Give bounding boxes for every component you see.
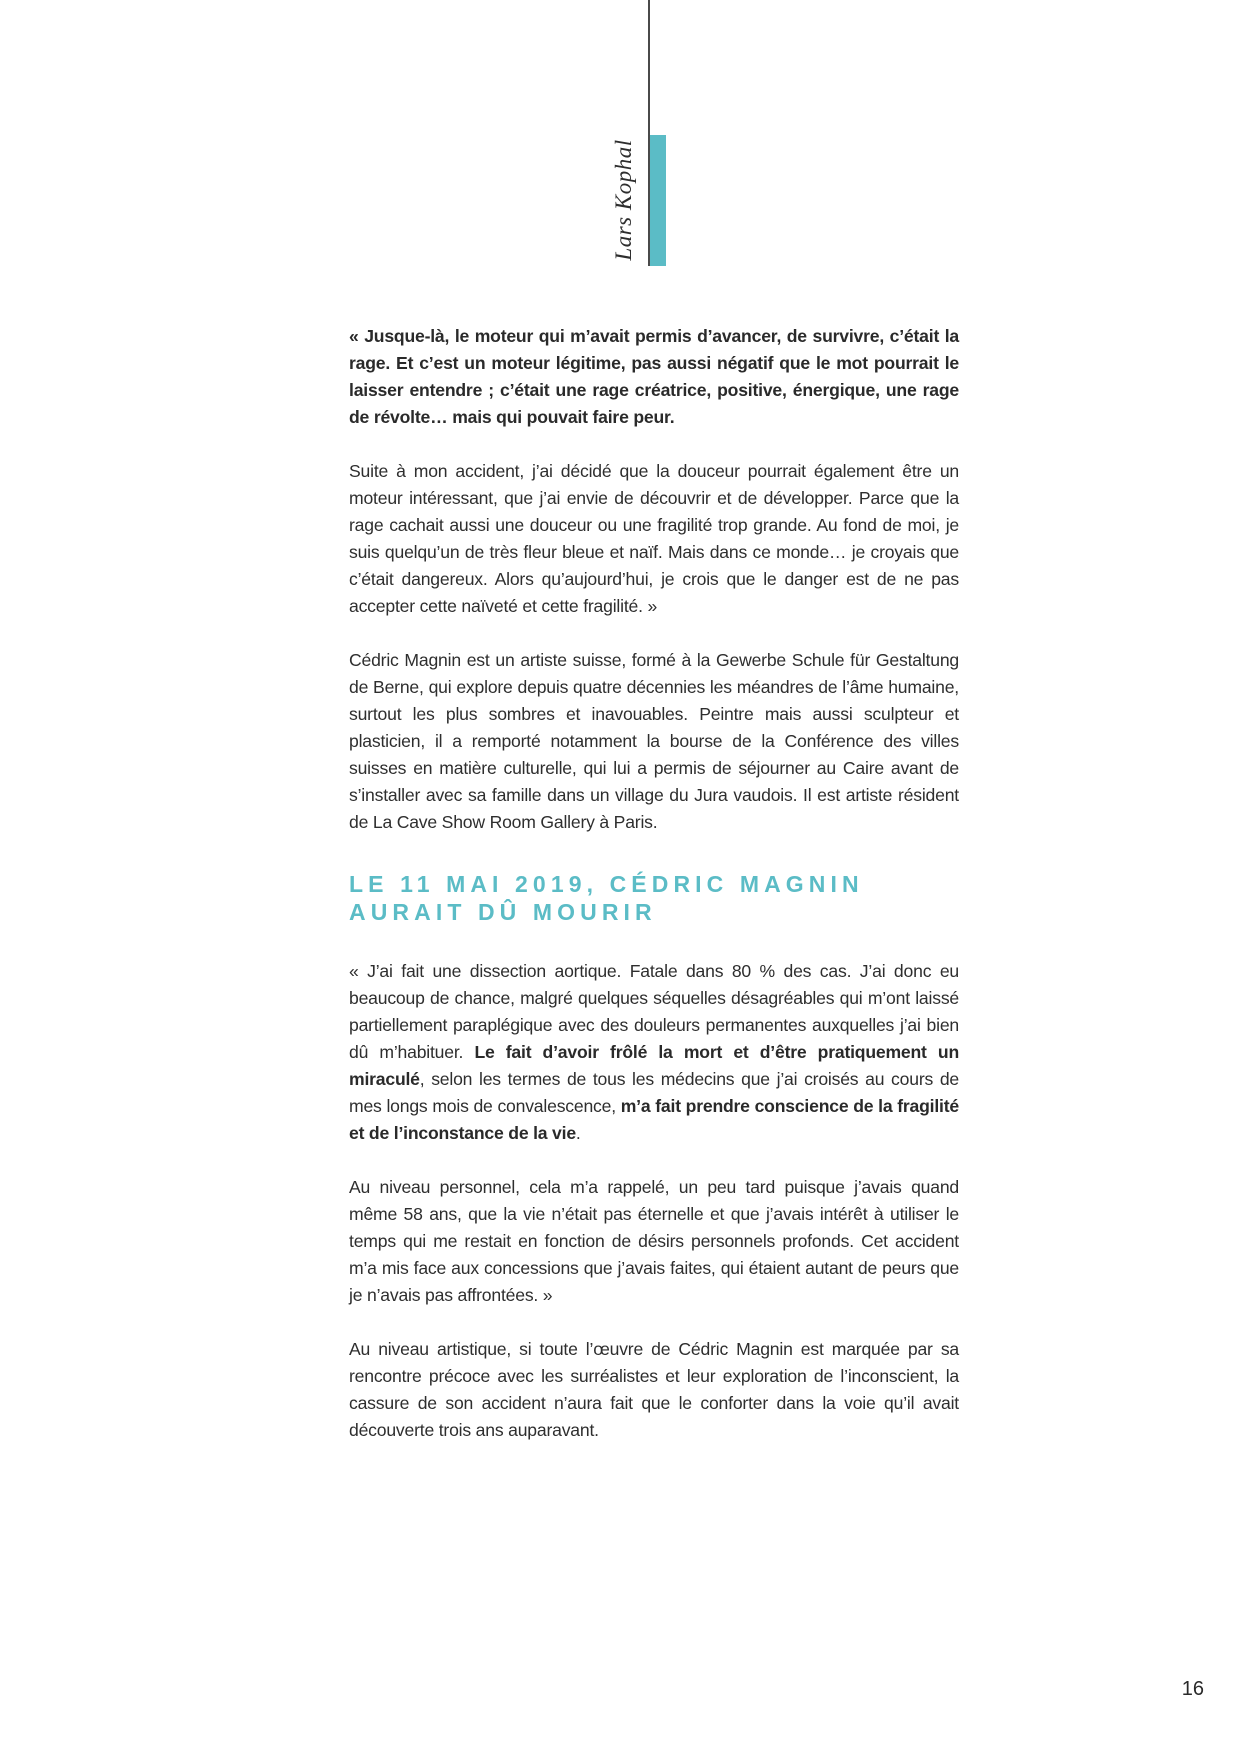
intro-quote: « Jusque-là, le moteur qui m’avait permis d’avancer, de survivre, c’était la rage. Et c’est un moteur légitime, pas aussi négatif que le mot pourrait le laisser entendre ; c’était une rage créatrice, positive, énergique, une rage de révolte… mais qui pouvait faire peur. [349,326,959,427]
dissection-text-3: . [575,1123,581,1143]
paragraph-personal: Au niveau personnel, cela m’a rappelé, un peu tard puisque j’avais quand même 58 ans, que la vie n’était pas éternelle et que j’avais intérêt à utiliser le temps qui me restait en fonction de désirs personnels profonds. Cet accident m’a mis face aux concessions que j’avais faites, qui étaient autant de peurs que je n’avais pas affrontées. » [349,1177,959,1305]
paragraph-accident: Suite à mon accident, j’ai décidé que la douceur pourrait également être un moteur intéressant, que j’ai envie de découvrir et de développer. Parce que la rage cachait aussi une douceur ou une fragilité trop grande. Au fond de moi, je suis quelqu’un de très fleur bleue et naïf. Mais dans ce monde… je croyais que c’était dangereux. Alors qu’aujourd’hui, je crois que le danger est de ne pas accepter cette naïveté et cette fragilité. » [349,461,959,616]
dissection-text-2: , selon les termes de tous les médecins que j’ai croisés au cours de mes longs mois de convalescence, [349,1069,959,1116]
paragraph-biography: Cédric Magnin est un artiste suisse, formé à la Gewerbe Schule für Gestaltung de Berne, qui explore depuis quatre décennies les méandres de l’âme humaine, surtout les plus sombres et inavouables. Peintre mais aussi sculpteur et plasticien, il a remporté notamment la bourse de la Conférence des villes suisses en matière culturelle, qui lui a permis de séjourner au Caire avant de s’installer avec sa famille dans un village du Jura vaudois. Il est artiste résident de La Cave Show Room Gallery à Paris. [349,650,959,832]
section-heading: LE 11 MAI 2019, CÉDRIC MAGNIN AURAIT DÛ MOURIR [349,871,864,925]
page-number: 16 [1181,1678,1204,1700]
dissection-bold-2: m’a fait prendre conscience de la fragilité et de l’inconstance de la vie [349,1096,959,1143]
paragraph-dissection [349,958,959,1147]
dissection-bold-1: Le fait d’avoir frôlé la mort et d’être pratiquement un miraculé [349,1042,959,1089]
accent-bar [650,135,666,266]
article-body [349,323,959,1471]
author-name: Lars Kophal [611,139,636,261]
paragraph-artistic: Au niveau artistique, si toute l’œuvre de Cédric Magnin est marquée par sa rencontre précoce avec les surréalistes et leur exploration de l’inconscient, la cassure de son accident n’aura fait que le conforter dans la voie qu’il avait découverte trois ans auparavant. [349,1339,959,1440]
dissection-text-1: « J’ai fait une dissection aortique. Fatale dans 80 % des cas. J’ai donc eu beaucoup de chance, malgré quelques séquelles désagréables qui m’ont laissé partiellement paraplégique avec des douleurs permanentes auxquelles j’ai bien dû m’habituer. [349,961,959,1062]
